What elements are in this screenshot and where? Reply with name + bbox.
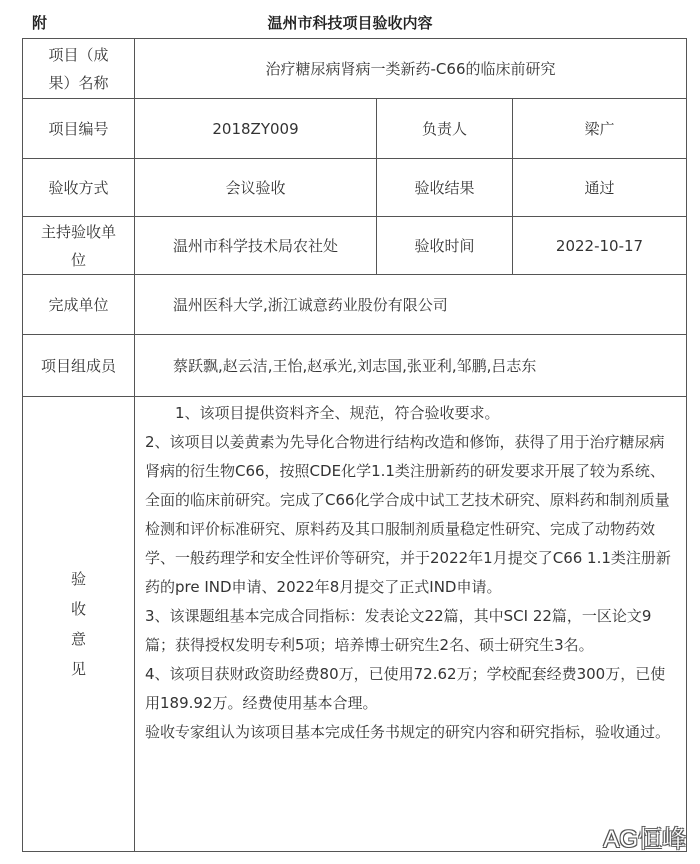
opinion-paragraph: 1、该项目提供资料齐全、规范，符合验收要求。 — [175, 404, 500, 422]
acceptance-result-value: 通过 — [513, 159, 687, 217]
acceptance-time-label: 验收时间 — [377, 217, 513, 275]
opinion-paragraph: 3、该课题组基本完成合同指标：发表论文22篇，其中SCI 22篇，一区论文9篇；获得授权发明专利5项；培养博士研究生2名、硕士研究生3名。 — [145, 607, 652, 654]
host-unit-value: 温州市科学技术局农社处 — [135, 217, 377, 275]
acceptance-method-label: 验收方式 — [23, 159, 135, 217]
acceptance-result-label: 验收结果 — [377, 159, 513, 217]
leader-value: 梁广 — [513, 99, 687, 159]
opinion-label-char: 验 — [70, 570, 86, 588]
row-host-unit — [23, 217, 687, 275]
row-project-name — [23, 39, 687, 99]
opinion-label — [23, 397, 135, 852]
row-opinion — [23, 397, 687, 852]
acceptance-time-value: 2022-10-17 — [513, 217, 687, 275]
header-prefix: 附 — [32, 14, 48, 32]
opinion-paragraph: 2、该项目以姜黄素为先导化合物进行结构改造和修饰，获得了用于治疗糖尿病肾病的衍生物C66，按照CDE化学1.1类注册新药的研发要求开展了较为系统、全面的临床前研究。完成了C66化学合成中试工艺技术研究、原料药和制剂质量检测和评价标准研究、原料药及其口服制剂质量稳定性研究、完成了动物药效学、一般药理学和安全性评价等研究，并于2022年1月提交了C66 1.1类注册新药的pre IND申请、2022年8月提交了正式IND申请。 — [145, 433, 671, 596]
team-members-value: 蔡跃飘,赵云洁,王怡,赵承光,刘志国,张亚利,邹鹏,吕志东 — [135, 335, 687, 397]
project-number-value: 2018ZY009 — [135, 99, 377, 159]
row-team-members — [23, 335, 687, 397]
acceptance-form-table — [22, 38, 687, 852]
row-project-number — [23, 99, 687, 159]
opinion-label-char: 收 — [70, 600, 86, 618]
leader-label: 负责人 — [377, 99, 513, 159]
team-members-label: 项目组成员 — [23, 335, 135, 397]
opinion-paragraph: 4、该项目获财政资助经费80万，已使用72.62万；学校配套经费300万，已使用189.92万。经费使用基本合理。 — [145, 665, 666, 712]
host-unit-label: 主持验收单位 — [23, 217, 135, 275]
opinion-label-char: 见 — [70, 660, 86, 678]
completing-unit-label: 完成单位 — [23, 275, 135, 335]
opinion-label-char: 意 — [70, 630, 86, 648]
completing-unit-value: 温州医科大学,浙江诚意药业股份有限公司 — [135, 275, 687, 335]
acceptance-method-value: 会议验收 — [135, 159, 377, 217]
document-title: 温州市科技项目验收内容 — [267, 14, 433, 32]
row-acceptance-method — [23, 159, 687, 217]
row-completing-unit — [23, 275, 687, 335]
project-number-label: 项目编号 — [23, 99, 135, 159]
opinion-content — [135, 397, 687, 852]
opinion-paragraph: 验收专家组认为该项目基本完成任务书规定的研究内容和研究指标，验收通过。 — [145, 723, 671, 741]
project-name-label: 项目（成果）名称 — [23, 39, 135, 99]
project-name-value: 治疗糖尿病肾病一类新药-C66的临床前研究 — [135, 39, 687, 99]
watermark: AG恒峰 — [603, 826, 686, 853]
